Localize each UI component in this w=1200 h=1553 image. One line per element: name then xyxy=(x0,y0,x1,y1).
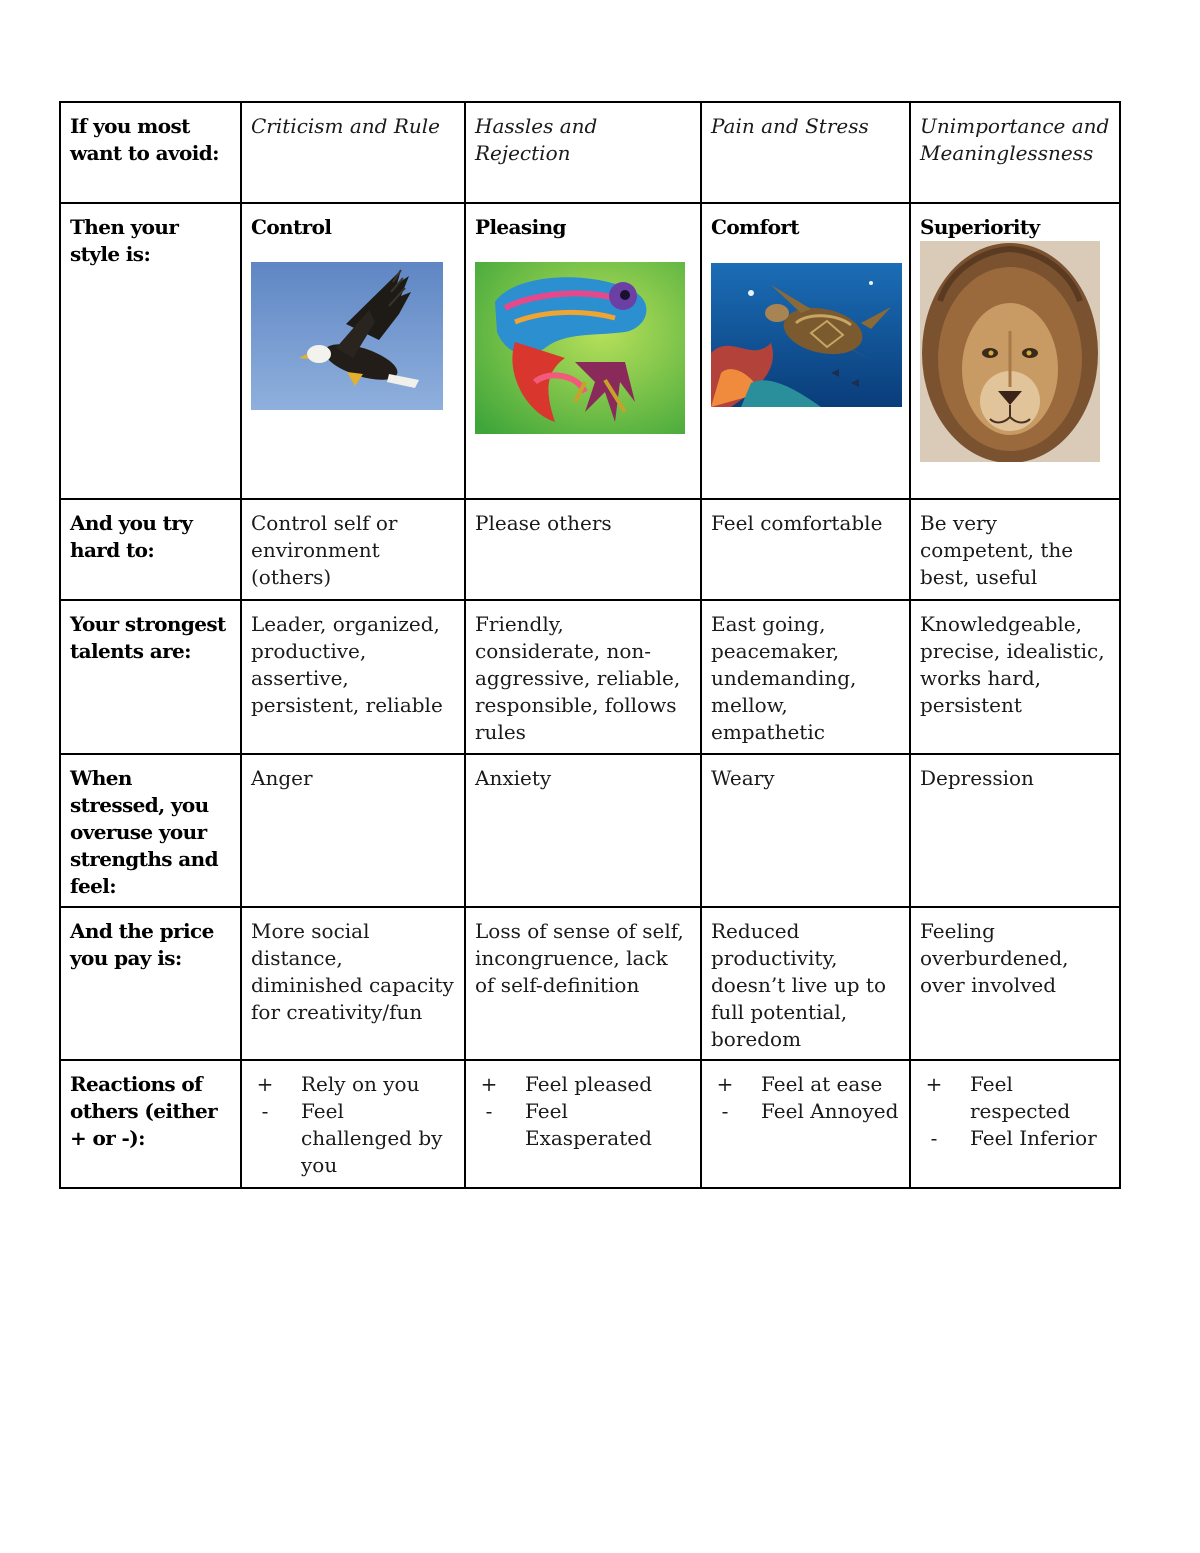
reaction-text: Feel Inferior xyxy=(970,1126,1097,1150)
table-row-price xyxy=(60,907,1120,1060)
reaction-text: Feel challenged by you xyxy=(301,1099,443,1177)
list-item xyxy=(475,1098,692,1152)
price-pleasing: Loss of sense of self, incongruence, lack of self-definition xyxy=(465,907,701,1060)
try-hard-superiority: Be very competent, the best, useful xyxy=(910,499,1120,600)
reactions-list xyxy=(475,1071,692,1152)
reaction-text: Feel at ease xyxy=(761,1072,883,1096)
list-item xyxy=(711,1098,901,1125)
list-item xyxy=(251,1071,456,1098)
minus-bullet: - xyxy=(721,1099,729,1123)
sea-turtle-photo xyxy=(711,263,902,407)
reactions-list xyxy=(711,1071,901,1125)
row-label-stressed: When stressed, you overuse your strengths and feel: xyxy=(60,754,241,907)
table-row-stressed xyxy=(60,754,1120,907)
style-name-comfort: Comfort xyxy=(711,215,799,239)
reactions-list xyxy=(251,1071,456,1179)
row-label-try-hard: And you try hard to: xyxy=(60,499,241,600)
table-row-style xyxy=(60,203,1120,499)
plus-bullet: + xyxy=(716,1072,734,1096)
avoid-control: Criticism and Rule xyxy=(241,102,465,203)
personality-styles-table xyxy=(59,101,1121,1189)
try-hard-pleasing: Please others xyxy=(465,499,701,600)
talents-comfort: East going, peacemaker, undemanding, mellow, empathetic xyxy=(701,600,910,754)
style-pleasing-cell xyxy=(465,203,701,499)
minus-bullet: - xyxy=(930,1126,938,1150)
talents-pleasing: Friendly, considerate, non-aggressive, reliable, responsible, follows rules xyxy=(465,600,701,754)
stressed-pleasing: Anxiety xyxy=(465,754,701,907)
style-name-control: Control xyxy=(251,215,332,239)
reaction-text: Feel Exasperated xyxy=(525,1099,652,1150)
style-control-cell xyxy=(241,203,465,499)
avoid-pleasing: Hassles and Rejection xyxy=(465,102,701,203)
list-item xyxy=(920,1125,1111,1152)
stressed-superiority: Depression xyxy=(910,754,1120,907)
list-item xyxy=(475,1071,692,1098)
list-item xyxy=(920,1071,1111,1125)
list-item xyxy=(251,1098,456,1179)
price-superiority: Feeling overburdened, over involved xyxy=(910,907,1120,1060)
row-label-talents: Your strongest talents are: xyxy=(60,600,241,754)
reactions-pleasing xyxy=(465,1060,701,1188)
price-control: More social distance, diminished capacity for creativity/fun xyxy=(241,907,465,1060)
style-name-superiority: Superiority xyxy=(920,215,1040,239)
avoid-comfort: Pain and Stress xyxy=(701,102,910,203)
row-label-price: And the price you pay is: xyxy=(60,907,241,1060)
lion-photo xyxy=(920,241,1100,462)
price-comfort: Reduced productivity, doesn’t live up to full potential, boredom xyxy=(701,907,910,1060)
minus-bullet: - xyxy=(261,1099,269,1123)
row-label-style: Then your style is: xyxy=(60,203,241,499)
table-row-reactions xyxy=(60,1060,1120,1188)
style-name-pleasing: Pleasing xyxy=(475,215,566,239)
reactions-superiority xyxy=(910,1060,1120,1188)
table-row-avoid xyxy=(60,102,1120,203)
plus-bullet: + xyxy=(256,1072,274,1096)
table-row-try-hard xyxy=(60,499,1120,600)
talents-control: Leader, organized, productive, assertive, persistent, reliable xyxy=(241,600,465,754)
style-superiority-cell xyxy=(910,203,1120,499)
plus-bullet: + xyxy=(925,1072,943,1096)
stressed-comfort: Weary xyxy=(701,754,910,907)
reactions-control xyxy=(241,1060,465,1188)
list-item xyxy=(711,1071,901,1098)
avoid-superiority: Unimportance and Meaninglessness xyxy=(910,102,1120,203)
minus-bullet: - xyxy=(485,1099,493,1123)
eagle-photo xyxy=(251,262,443,410)
try-hard-control: Control self or environment (others) xyxy=(241,499,465,600)
reaction-text: Feel respected xyxy=(970,1072,1071,1123)
talents-superiority: Knowledgeable, precise, idealistic, works hard, persistent xyxy=(910,600,1120,754)
reaction-text: Feel Annoyed xyxy=(761,1099,899,1123)
reactions-list xyxy=(920,1071,1111,1152)
stressed-control: Anger xyxy=(241,754,465,907)
style-comfort-cell xyxy=(701,203,910,499)
try-hard-comfort: Feel comfortable xyxy=(701,499,910,600)
reaction-text: Rely on you xyxy=(301,1072,420,1096)
chameleon-photo xyxy=(475,262,685,434)
row-label-reactions: Reactions of others (either + or -): xyxy=(60,1060,241,1188)
reactions-comfort xyxy=(701,1060,910,1188)
table-row-talents xyxy=(60,600,1120,754)
plus-bullet: + xyxy=(480,1072,498,1096)
row-label-avoid: If you most want to avoid: xyxy=(60,102,241,203)
reaction-text: Feel pleased xyxy=(525,1072,653,1096)
